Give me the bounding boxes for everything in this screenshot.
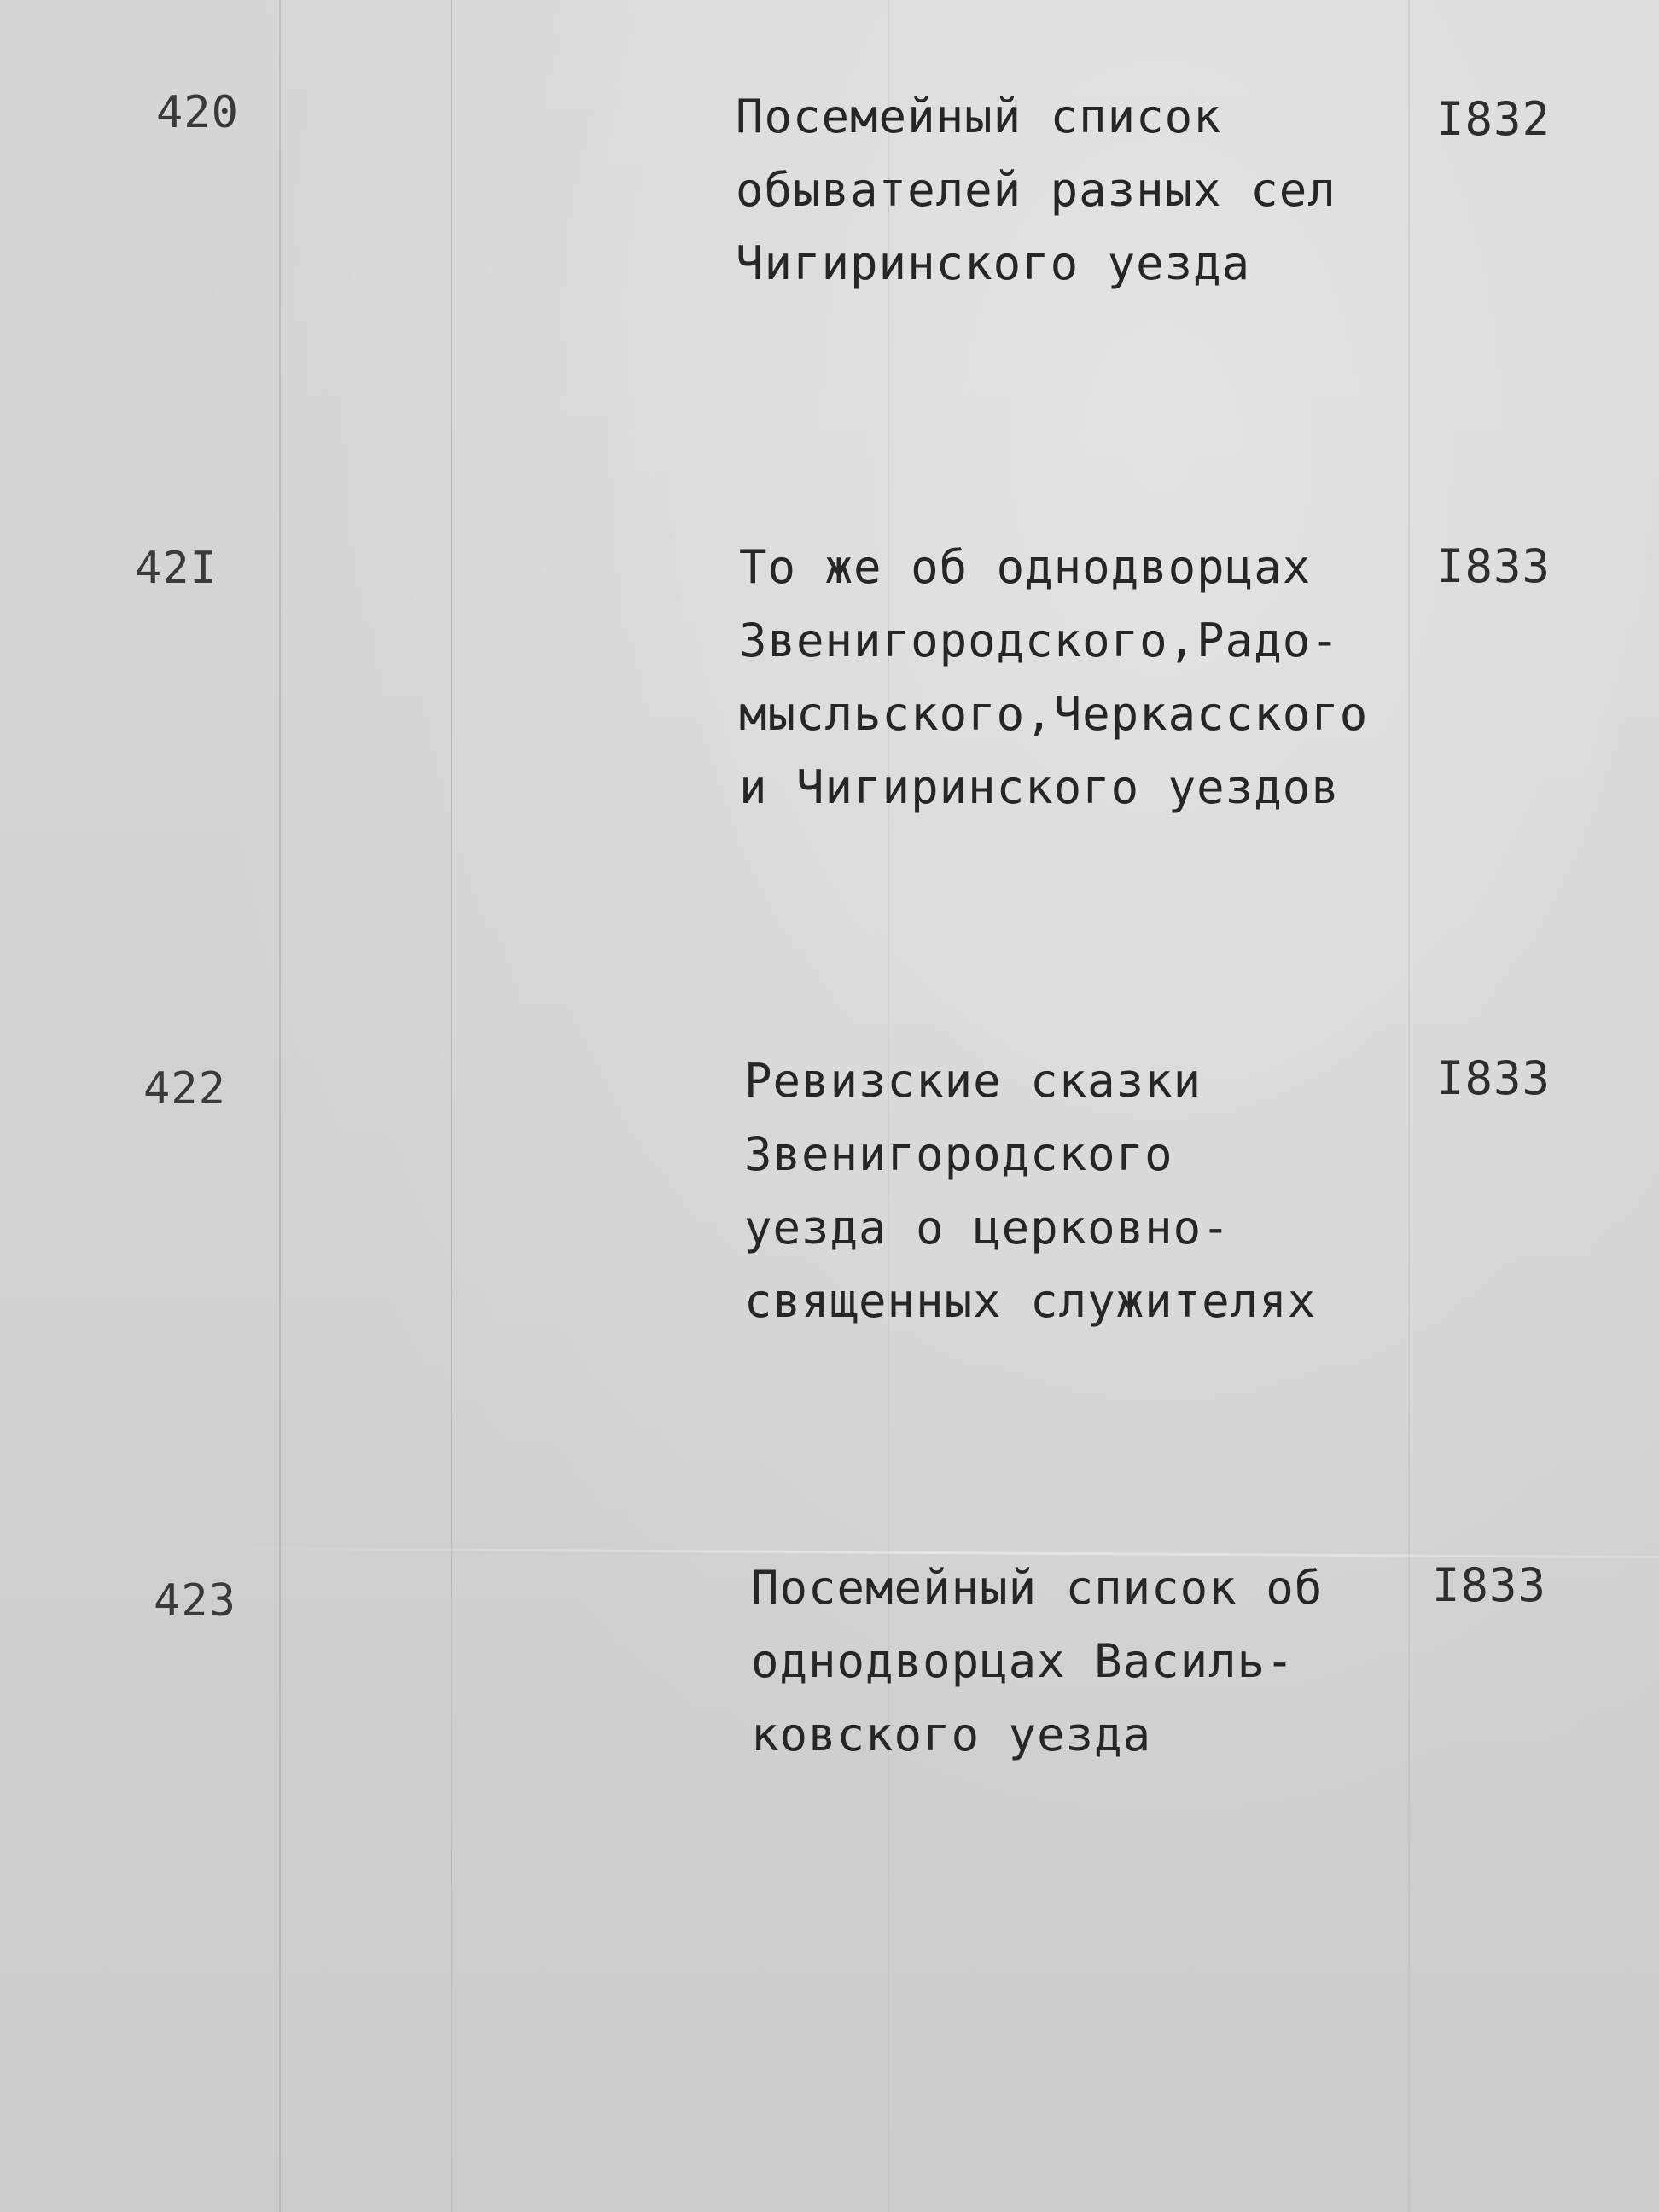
entry-number: 423: [154, 1575, 236, 1627]
entry-year: I833: [1436, 539, 1551, 593]
description-line: ковского уезда: [751, 1708, 1152, 1761]
description-line: Посемейный список: [736, 90, 1222, 143]
description-line: Звенигородского,Радо-: [739, 614, 1340, 667]
description-line: мысльского,Черкасского: [739, 687, 1369, 741]
description-line: однодворцах Василь-: [751, 1634, 1295, 1688]
description-line: То же об однодворцах: [739, 540, 1312, 594]
entry-description: [744, 1045, 1316, 1338]
description-line: Звенигородского: [744, 1127, 1173, 1181]
description-line: Чигиринского уезда: [736, 236, 1251, 290]
column-rule: [279, 0, 281, 2212]
entry-number: 42I: [135, 543, 218, 594]
entry-number: 422: [143, 1063, 226, 1115]
entry-description: [751, 1551, 1323, 1772]
description-line: Ревизские сказки: [744, 1054, 1202, 1108]
description-line: обывателей разных сел: [736, 163, 1336, 217]
entry-year: I832: [1436, 92, 1551, 146]
column-rule: [451, 0, 452, 2212]
column-rule: [1408, 0, 1410, 2212]
description-line: и Чигиринского уездов: [739, 760, 1340, 814]
entry-year: I833: [1432, 1558, 1547, 1612]
entry-year: I833: [1436, 1051, 1551, 1105]
description-line: священных служителях: [744, 1274, 1317, 1328]
entry-description: [736, 80, 1336, 300]
entry-description: [739, 531, 1368, 824]
description-line: Посемейный список об: [751, 1561, 1324, 1615]
description-line: уезда о церковно-: [744, 1201, 1231, 1254]
entry-number: 420: [156, 87, 239, 138]
